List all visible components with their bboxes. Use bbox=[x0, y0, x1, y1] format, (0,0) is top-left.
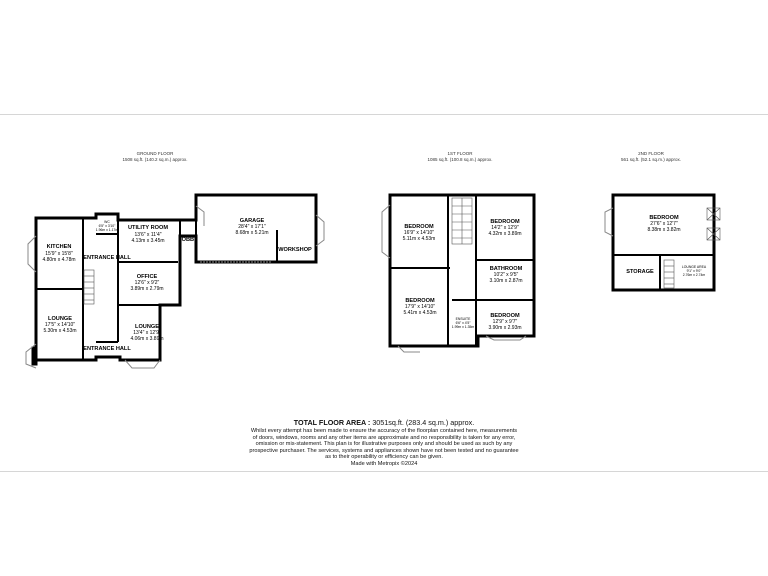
lounge-right-label: LOUNGE bbox=[135, 324, 159, 330]
lounge-left-label: LOUNGE bbox=[48, 316, 72, 322]
utility-label: UTILITY ROOM bbox=[128, 225, 168, 231]
disclaimer-line-5: as to their operability or efficiency can be given. bbox=[325, 454, 443, 461]
bedroom-2-dim2: 4.32m x 3.89m bbox=[488, 231, 522, 237]
disclaimer-line-1: Whilst every attempt has been made to ensure the accuracy of the floorplan contained here, measurements bbox=[250, 428, 518, 434]
lounge-left-dim2: 5.30m x 4.53m bbox=[43, 328, 77, 334]
first-floor-area: 1085 sq.ft. (100.8 sq.m.) approx. bbox=[427, 156, 493, 162]
kitchen-dim2: 4.80m x 4.78m bbox=[42, 257, 76, 263]
disclaimer-line-4: prospective purchaser. The services, systems and appliances shown have not been tested and no guarantee bbox=[249, 447, 519, 454]
bedroom-1-dim2: 5.11m x 4.53m bbox=[402, 236, 436, 242]
garage-dim1: 28'4" x 17'1" bbox=[238, 224, 266, 230]
bedroom-1-dim1: 16'9" x 14'10" bbox=[403, 230, 435, 236]
office-dim1: 12'6" x 9'2" bbox=[134, 280, 160, 286]
ensuite-dim1: 6'6" x 4'5" bbox=[455, 321, 471, 325]
lounge-area-dim2: 2.76m x 2.74m bbox=[682, 273, 706, 277]
ground-floor-title: GROUND FLOOR bbox=[136, 151, 174, 156]
lounge-right-dim2: 4.06m x 3.89m bbox=[130, 336, 164, 342]
garage-label: GARAGE bbox=[239, 218, 265, 224]
wc-dim2: 1.96m x 1.17m bbox=[95, 228, 119, 232]
ensuite-label: ENSUITE bbox=[455, 317, 471, 321]
office-label: OFFICE bbox=[136, 274, 158, 280]
lounge-area-label: LOUNGE AREA bbox=[681, 265, 707, 269]
bedroom-4-label: BEDROOM bbox=[490, 313, 520, 319]
bedroom-2-label: BEDROOM bbox=[490, 219, 520, 225]
bedroom-3-dim2: 5.41m x 4.53m bbox=[403, 310, 437, 316]
kitchen-dim1: 15'9" x 15'8" bbox=[45, 251, 73, 257]
bedroom-4-dim1: 12'9" x 9'7" bbox=[492, 319, 518, 325]
entrance-hall-2-label: ENTRANCE HALL bbox=[83, 346, 131, 352]
bedroom-2-dim1: 14'2" x 12'9" bbox=[491, 225, 519, 231]
bedroom-4-dim2: 3.90m x 2.93m bbox=[488, 325, 522, 331]
disclaimer-line-3: omission or mis-statement. This plan is for illustrative purposes only and should be used as such by any bbox=[255, 441, 513, 448]
lounge-area-dim1: 9'1" x 9'0" bbox=[686, 269, 702, 273]
bedroom-5-dim1: 27'6" x 12'7" bbox=[650, 221, 678, 227]
floorplan-footer bbox=[230, 418, 538, 468]
ground-stairs bbox=[84, 270, 94, 304]
bedroom-3-label: BEDROOM bbox=[405, 298, 435, 304]
garage-dim2: 8.68m x 5.21m bbox=[235, 230, 269, 236]
bathroom-label: BATHROOM bbox=[489, 266, 523, 272]
utility-dim2: 4.13m x 3.45m bbox=[131, 238, 165, 244]
lounge-left-dim1: 17'5" x 14'10" bbox=[44, 322, 76, 328]
ensuite-dim2: 1.99m x 1.35m bbox=[451, 325, 475, 329]
total-area-value: 3051sq.ft. (283.4 sq.m.) approx. bbox=[372, 418, 475, 427]
wc-label: WC bbox=[104, 220, 110, 224]
bedroom-1-label: BEDROOM bbox=[404, 224, 434, 230]
bathroom-dim2: 3.10m x 2.87m bbox=[489, 278, 523, 284]
bathroom-dim1: 10'2" x 9'5" bbox=[493, 272, 519, 278]
entrance-hall-label: ENTRANCE HALL bbox=[83, 255, 131, 261]
lobby-label: LOBBY bbox=[178, 237, 198, 243]
disclaimer-line-2: of doors, windows, rooms and any other items are approximate and no responsibility is taken for any error, bbox=[252, 434, 516, 441]
bedroom-3-dim1: 17'9" x 14'10" bbox=[404, 304, 436, 310]
bedroom-5-dim2: 8.38m x 3.82m bbox=[647, 227, 681, 233]
utility-dim1: 13'6" x 11'4" bbox=[134, 232, 162, 238]
ground-floor-outline bbox=[33, 195, 316, 364]
made-with: Made with Metropix ©2024 bbox=[350, 460, 418, 467]
office-dim2: 3.89m x 2.79m bbox=[130, 286, 164, 292]
ground-floor-area: 1508 sq.ft. (140.2 sq.m.) approx. bbox=[122, 156, 188, 162]
second-floor-title: 2ND FLOOR bbox=[638, 151, 664, 156]
first-floor-title: 1ST FLOOR bbox=[447, 151, 473, 156]
second-floor-area: 561 sq.ft. (52.1 sq.m.) approx. bbox=[620, 156, 682, 162]
wc-dim1: 6'5" x 3'10" bbox=[98, 224, 116, 228]
total-area-label: TOTAL FLOOR AREA : bbox=[293, 418, 371, 427]
bedroom-5-label: BEDROOM bbox=[649, 215, 679, 221]
workshop-label: WORKSHOP bbox=[278, 247, 312, 253]
storage-label: STORAGE bbox=[626, 269, 654, 275]
kitchen-label: KITCHEN bbox=[46, 244, 72, 250]
lounge-right-dim1: 13'4" x 12'9" bbox=[133, 330, 161, 336]
total-area bbox=[230, 418, 538, 427]
